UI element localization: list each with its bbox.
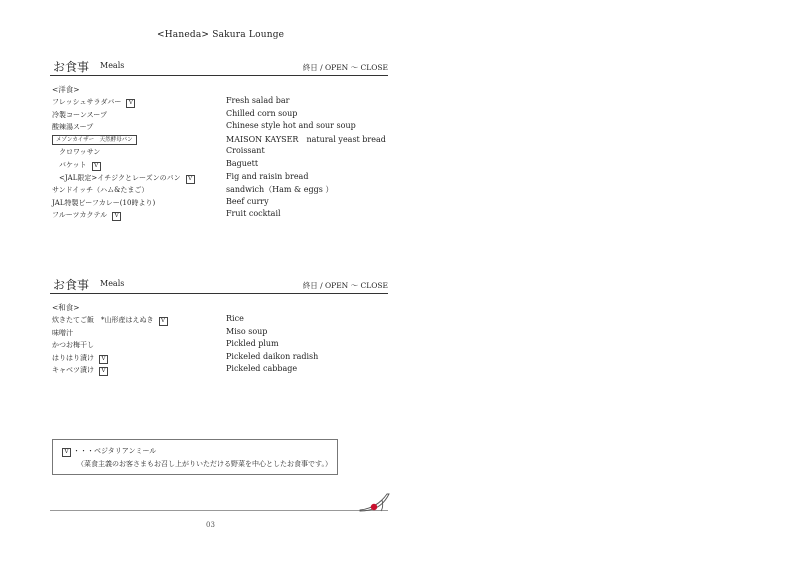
vegetarian-icon: V (99, 355, 108, 364)
menu-item-jp: バケット V (59, 160, 101, 171)
menu-item (50, 159, 388, 172)
menu-item-jp (52, 135, 137, 145)
menu-item (50, 146, 388, 159)
menu-item-en: Croissant (226, 146, 265, 156)
menu-item (50, 197, 388, 210)
section-divider (50, 293, 388, 294)
vegetarian-icon: V (99, 367, 108, 376)
menu-item (50, 96, 388, 109)
menu-item (50, 327, 388, 340)
menu-item (50, 184, 388, 197)
section-divider (50, 75, 388, 76)
menu-item-jp: クロワッサン (59, 148, 101, 157)
note-line-1: V ・・・ベジタリアンミール (62, 446, 156, 457)
menu-item-jp: はりはり漬け V (52, 353, 108, 364)
vegetarian-icon: V (62, 448, 71, 457)
section-header (50, 58, 388, 76)
menu-item (50, 339, 388, 352)
menu-item-jp: 冷製コーンスープ (52, 110, 107, 119)
menu-item-en: Miso soup (226, 326, 268, 336)
page-title: <Haneda> Sakura Lounge (157, 30, 285, 40)
section-category: <洋食> (52, 85, 80, 94)
section-header (50, 276, 388, 294)
section-hours: 終日 / OPEN 〜 CLOSE (302, 63, 388, 72)
section-title-en: Meals (100, 279, 125, 288)
footer-divider (50, 510, 388, 511)
menu-item-en: Baguett (226, 158, 259, 168)
menu-item-jp: 炊きたてご飯 *山形産はえぬき V (52, 315, 168, 326)
menu-item (50, 314, 388, 327)
vegetarian-icon: V (159, 317, 168, 326)
vegetarian-icon: V (92, 162, 101, 171)
meals-section-japanese (50, 276, 388, 377)
vegetarian-icon: V (186, 175, 195, 184)
menu-item-en: Pickeled daikon radish (226, 351, 319, 361)
menu-item-en: Chilled corn soup (226, 108, 298, 118)
vegetarian-icon: V (126, 99, 135, 108)
crane-logo-icon (356, 492, 390, 514)
note-line-2: （菜食主義のお客さまもお召し上がりいただける野菜を中心としたお食事です。） (77, 460, 332, 468)
menu-item-en: sandwich（Ham & eggs ） (226, 185, 334, 195)
menu-item (50, 172, 388, 185)
menu-item-jp: かつお梅干し (52, 341, 94, 350)
menu-item-jp: JAL特製ビーフカレー(10時より) (52, 198, 156, 207)
menu-item (50, 209, 388, 222)
menu-item-jp: フルーツカクテル V (52, 210, 121, 221)
section-title-jp: お食事 (53, 60, 90, 74)
section-title-jp: お食事 (53, 278, 90, 292)
menu-item-en: MAISON KAYSER natural yeast bread (226, 134, 386, 144)
menu-item (50, 134, 388, 147)
meals-section-western (50, 58, 388, 222)
menu-item-en: Chinese style hot and sour soup (226, 121, 356, 131)
menu-item-jp: サンドイッチ（ハム&たまご） (52, 186, 149, 195)
menu-item (50, 364, 388, 377)
menu-item-jp: <JAL限定>イチジクとレーズンのパン V (59, 173, 195, 184)
menu-item-en: Fruit cocktail (226, 209, 281, 219)
vegetarian-note (52, 439, 338, 475)
vegetarian-icon: V (112, 212, 121, 221)
menu-item-jp: フレッシュサラダバー V (52, 97, 135, 108)
menu-item-en: Fresh salad bar (226, 96, 290, 105)
bakery-label: メゾンカイザー 天然酵母パン (52, 135, 137, 145)
menu-item-jp: 味噌汁 (52, 328, 73, 337)
menu-item-jp: 酸辣湯スープ (52, 123, 94, 132)
menu-item-en: Beef curry (226, 196, 269, 206)
menu-item (50, 109, 388, 122)
section-category: <和食> (52, 303, 80, 312)
menu-item-en: Pickeled cabbage (226, 364, 298, 374)
section-title-en: Meals (100, 61, 125, 70)
menu-item (50, 121, 388, 134)
menu-item-jp: キャベツ漬け V (52, 365, 108, 376)
section-hours: 終日 / OPEN 〜 CLOSE (302, 281, 388, 290)
menu-item-en: Rice (226, 314, 244, 323)
menu-item-en: Fig and raisin bread (226, 171, 309, 181)
page-number: 03 (206, 521, 215, 529)
menu-item-en: Pickled plum (226, 339, 279, 349)
menu-item (50, 352, 388, 365)
